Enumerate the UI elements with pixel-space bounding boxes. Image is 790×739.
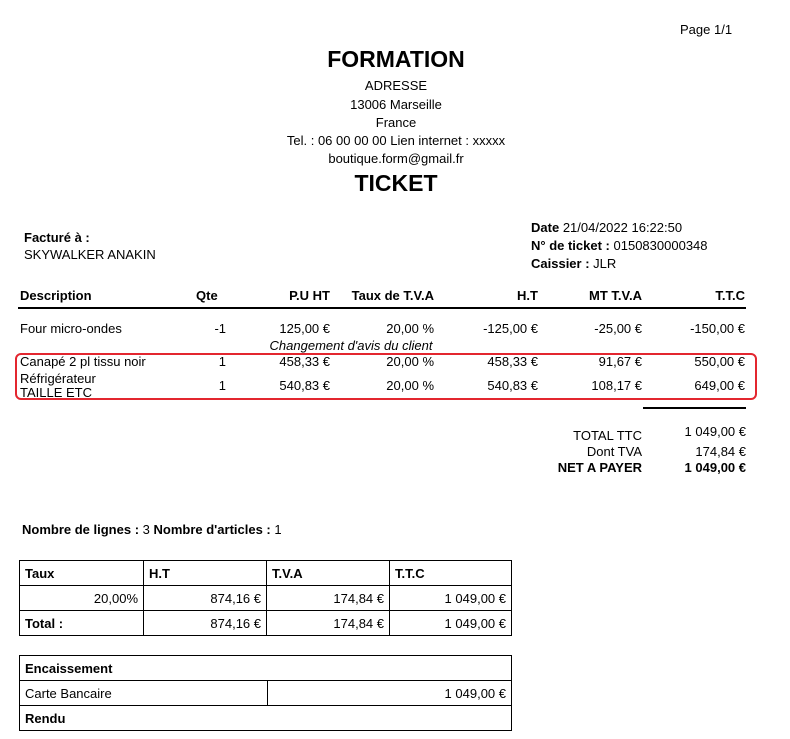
payment-amount: 1 049,00 € [268,681,512,706]
item-ttc: -150,00 € [690,321,745,336]
shop-country: France [375,115,417,130]
vat-total-vat: 174,84 € [267,611,390,636]
item-qty: -1 [214,321,226,336]
item-vat-amount: -25,00 € [594,321,642,336]
col-unit-price: P.U HT [289,288,330,303]
vat-total-ht: 874,16 € [144,611,267,636]
date-label: Date [531,220,560,235]
vat-table [19,560,512,636]
item-vat-amount: 91,67 € [598,354,642,369]
article-count-value: 1 [274,522,282,537]
change-label: Rendu [20,706,512,731]
item-description: Réfrigérateur [20,371,96,386]
item-qty: 1 [218,378,226,393]
item-qty: 1 [218,354,226,369]
col-description: Description [20,288,92,303]
vat-header-ht: H.T [144,561,267,586]
table-row [20,681,512,706]
vat-header-vat: T.V.A [267,561,390,586]
item-vat-rate: 20,00 % [386,378,434,393]
total-ttc-label: TOTAL TTC [573,428,642,443]
customer-name: SKYWALKER ANAKIN [24,247,156,262]
payment-title: Encaissement [20,656,512,681]
col-vat-amount: MT T.V.A [589,288,642,303]
vat-total-label: Total : [20,611,144,636]
net-to-pay-value: 1 049,00 € [684,460,746,475]
col-vat-rate: Taux de T.V.A [351,288,434,303]
item-ht: 458,33 € [487,354,538,369]
shop-city: 13006 Marseille [350,97,442,112]
total-ttc-value: 1 049,00 € [684,424,746,439]
item-vat-rate: 20,00 % [386,354,434,369]
col-ttc: T.T.C [715,288,745,303]
item-ht: -125,00 € [483,321,538,336]
vat-total-label: Dont TVA [586,444,642,459]
vat-ttc-value: 1 049,00 € [390,586,512,611]
table-row [20,706,512,731]
totals-rule [643,407,746,409]
vat-vat-value: 174,84 € [267,586,390,611]
payment-method: Carte Bancaire [20,681,268,706]
table-row [20,656,512,681]
shop-email: boutique.form@gmail.fr [328,151,464,166]
ticket-number [531,238,708,253]
item-note: Changement d'avis du client [269,338,433,353]
item-description: Four micro-ondes [20,321,122,336]
shop-name: FORMATION [327,46,465,72]
shop-contact: Tel. : 06 00 00 00 Lien internet : xxxxx [286,133,506,148]
cashier-value: JLR [593,256,617,271]
document-title: TICKET [354,170,438,196]
ticket-date [531,220,682,235]
item-ttc: 550,00 € [694,354,745,369]
item-vat-amount: 108,17 € [591,378,642,393]
payment-table [19,655,512,731]
ticket-number-value: 0150830000348 [613,238,708,253]
col-ht: H.T [517,288,538,303]
billed-to-label: Facturé à : [24,230,90,245]
vat-header-ttc: T.T.C [390,561,512,586]
table-row [20,611,512,636]
article-count-label: Nombre d'articles : [153,522,271,537]
vat-header-rate: Taux [20,561,144,586]
line-count-label: Nombre de lignes : [22,522,140,537]
cashier-label: Caissier : [531,256,590,271]
item-ht: 540,83 € [487,378,538,393]
date-value: 21/04/2022 16:22:50 [562,220,683,235]
line-count-value: 3 [142,522,150,537]
item-unit-price: 125,00 € [279,321,330,336]
summary-line [22,522,282,537]
table-row [20,561,512,586]
shop-address: ADRESSE [364,78,428,93]
table-row [20,586,512,611]
item-description-extra: TAILLE ETC [20,385,93,400]
vat-rate-value: 20,00% [20,586,144,611]
net-to-pay-label: NET A PAYER [557,460,642,475]
vat-ht-value: 874,16 € [144,586,267,611]
item-description: Canapé 2 pl tissu noir [20,354,146,369]
item-unit-price: 458,33 € [279,354,330,369]
vat-total-ttc: 1 049,00 € [390,611,512,636]
vat-total-value: 174,84 € [695,444,746,459]
ticket-number-label: N° de ticket : [531,238,610,253]
header-underline [18,307,746,309]
page-number: Page 1/1 [680,22,733,37]
item-ttc: 649,00 € [694,378,745,393]
cashier [531,256,616,271]
item-unit-price: 540,83 € [279,378,330,393]
item-vat-rate: 20,00 % [386,321,434,336]
col-qty: Qte [196,288,218,303]
